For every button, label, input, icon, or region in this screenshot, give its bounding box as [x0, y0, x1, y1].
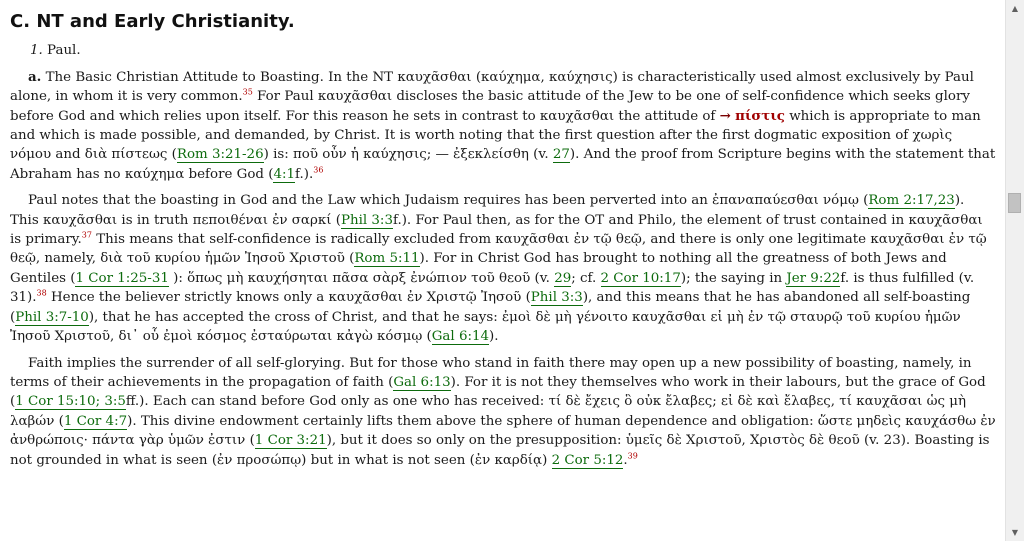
scrollbar-thumb[interactable] — [1008, 193, 1021, 213]
paragraph-text: f. is thus fulfilled (v. 31). — [10, 270, 975, 306]
paragraph-text: ff.). Each can stand before God only as one who has received: τί δὲ ἔχεις ὃ οὐκ ἔλαβες; εἰ δὲ καὶ ἔλαβες, τί καυχᾶσαι ὡς μὴ λαβών ( — [10, 394, 967, 429]
paragraph-text: ), that he has accepted the cross of Christ, and that he says: ἐμοὶ δὲ μὴ γένοιτο καυχᾶσθαι εἰ μὴ ἐν τῷ σταυρῷ τοῦ κυρίου ἡμῶν Ἰησοῦ Χριστοῦ, δι᾿ οὗ ἐμοὶ κόσμος ἐσταύρωται κἀγὼ κόσμῳ ( — [10, 309, 961, 345]
paragraph-text: ). For it is not they themselves who work in their labours, but the grace of God ( — [10, 374, 986, 410]
scripture-link-phil-3-3[interactable]: Phil 3:3 — [340, 212, 393, 228]
scripture-link-1cor-15-10[interactable]: 1 Cor 15:10; 3:5 — [15, 394, 126, 410]
footnote-36[interactable]: 36 — [313, 165, 324, 175]
paragraph-text: ). For in Christ God has brought to nothing all the greatness of both Jews and Gentiles ( — [10, 251, 947, 286]
paragraph-3 — [10, 354, 996, 470]
vertical-scrollbar[interactable] — [1005, 0, 1024, 541]
footnote-38[interactable]: 38 — [36, 288, 47, 298]
paragraph-text: ). — [489, 329, 499, 345]
paragraph-text: ). And the proof from Scripture begins with the statement that Abraham has no καύχημα before God ( — [10, 147, 996, 182]
cross-reference-arrow: → — [719, 107, 731, 124]
subsection-heading — [30, 41, 996, 60]
paragraph-text: Hence the believer strictly knows only a καυχᾶσθαι ἐν Χριστῷ Ἰησοῦ ( — [46, 290, 531, 306]
scripture-link-2cor-10-17[interactable]: 2 Cor 10:17 — [600, 270, 681, 286]
scripture-link-v29[interactable]: 29 — [554, 270, 572, 286]
paragraph-text: ). This divine endowment certainly lifts them above the sphere of human dependence and obligation: ὥστε μηδεὶς καυχάσθω ἐν ἀνθρώποις· πάντα γὰρ ὑμῶν ἐστιν ( — [10, 413, 996, 449]
scripture-link-1cor-1-25-31[interactable]: 1 Cor 1:25-31 — [75, 270, 169, 286]
paragraph-text: ): ὅπως μὴ καυχήσηται πᾶσα σὰρξ ἐνώπιον τοῦ θεοῦ (v. — [168, 270, 555, 286]
scripture-link-jer-9-22[interactable]: Jer 9:22 — [786, 270, 841, 286]
scripture-link-rom-5-11[interactable]: Rom 5:11 — [354, 251, 420, 267]
paragraph-2 — [10, 191, 996, 346]
scripture-link-gal-6-13[interactable]: Gal 6:13 — [393, 374, 451, 390]
paragraph-label: a. — [28, 68, 42, 85]
scroll-down-arrow-icon[interactable]: ▼ — [1011, 528, 1019, 537]
paragraph-text: which is appropriate to man and which is made possible, and demanded, by Christ. It is worth noting that the first question after the first dogmatic exposition of χωρὶς νόμου and διὰ πίστεως ( — [10, 108, 981, 163]
paragraph-text: Paul notes that the boasting in God and the Law which Judaism requires has been perverted into an ἐπαναπαύεσθαι νόμῳ ( — [28, 193, 869, 209]
scripture-link-v27[interactable]: 27 — [552, 147, 570, 163]
subsection-number: 1. — [30, 43, 43, 59]
footnote-39[interactable]: 39 — [627, 451, 638, 461]
paragraph-1 — [10, 68, 996, 184]
scripture-link-phil-3-7-10[interactable]: Phil 3:7-10 — [15, 309, 89, 325]
paragraph-text: Faith implies the surrender of all self-glorying. But for those who stand in faith there may open up a new possibility of boasting, namely, in terms of their achievements in the propagation of faith ( — [10, 355, 972, 390]
paragraph-text: ); the saying in — [680, 270, 787, 286]
scripture-link-rom-2-17-23[interactable]: Rom 2:17,23 — [868, 193, 955, 209]
paragraph-text: ) is: ποῦ οὖν ἡ καύχησις; — ἐξεκλείσθη (v. — [263, 147, 553, 163]
scripture-link-1cor-4-7[interactable]: 1 Cor 4:7 — [63, 413, 128, 429]
cross-reference-pistis[interactable]: πίστις — [735, 107, 785, 124]
paragraph-text: For Paul καυχᾶσθαι discloses the basic attitude of the Jew to be one of self-confidence which seeks glory before God and which relies upon itself. For this reason he sets in contrast to καυχᾶσθαι the attitude of — [10, 89, 970, 124]
paragraph-text: The Basic Christian Attitude to Boasting. In the NT καυχᾶσθαι (καύχημα, καύχησις) is characteristically used almost exclusively by Paul alone, in whom it is very common. — [10, 69, 974, 105]
scripture-link-phil-3-3b[interactable]: Phil 3:3 — [530, 290, 583, 306]
footnote-37[interactable]: 37 — [81, 230, 92, 240]
footnote-35[interactable]: 35 — [242, 87, 253, 97]
scripture-link-gal-6-14[interactable]: Gal 6:14 — [431, 329, 490, 345]
paragraph-text: ), but it does so only on the presupposition: ὑμεῖς δὲ Χριστοῦ, Χριστὸς δὲ θεοῦ (v. 23). Boasting is not grounded in what is seen (ἐν προσώπῳ) but in what is not seen (ἐν καρδίᾳ) — [10, 433, 990, 468]
scripture-link-rom-3-21-26[interactable]: Rom 3:21-26 — [176, 147, 264, 163]
section-title: C. NT and Early Christianity. — [10, 11, 295, 32]
paragraph-text: ). This καυχᾶσθαι is in truth πεποιθέναι ἐν σαρκί ( — [10, 193, 965, 228]
paragraph-text: . — [623, 452, 628, 468]
scripture-link-4-1[interactable]: 4:1 — [273, 166, 296, 182]
paragraph-text: f.). — [295, 166, 314, 182]
scripture-link-2cor-5-12[interactable]: 2 Cor 5:12 — [551, 452, 624, 468]
paragraph-text: f.). For Paul then, as for the OT and Philo, the element of trust contained in καυχᾶσθαι is primary. — [10, 212, 983, 248]
paragraph-text: This means that self-confidence is radically excluded from καυχᾶσθαι ἐν τῷ θεῷ, and there is only one legitimate καυχᾶσθαι ἐν τῷ θεῷ, namely, διὰ τοῦ κυρίου ἡμῶν Ἰησοῦ Χριστοῦ ( — [10, 232, 987, 267]
scroll-up-arrow-icon[interactable]: ▲ — [1011, 4, 1019, 13]
subsection-title: Paul. — [47, 43, 81, 59]
scripture-link-1cor-3-21[interactable]: 1 Cor 3:21 — [254, 433, 327, 449]
paragraph-text: ), and this means that he has abandoned all self-boasting ( — [10, 290, 971, 325]
paragraph-text: ; cf. — [571, 270, 601, 286]
